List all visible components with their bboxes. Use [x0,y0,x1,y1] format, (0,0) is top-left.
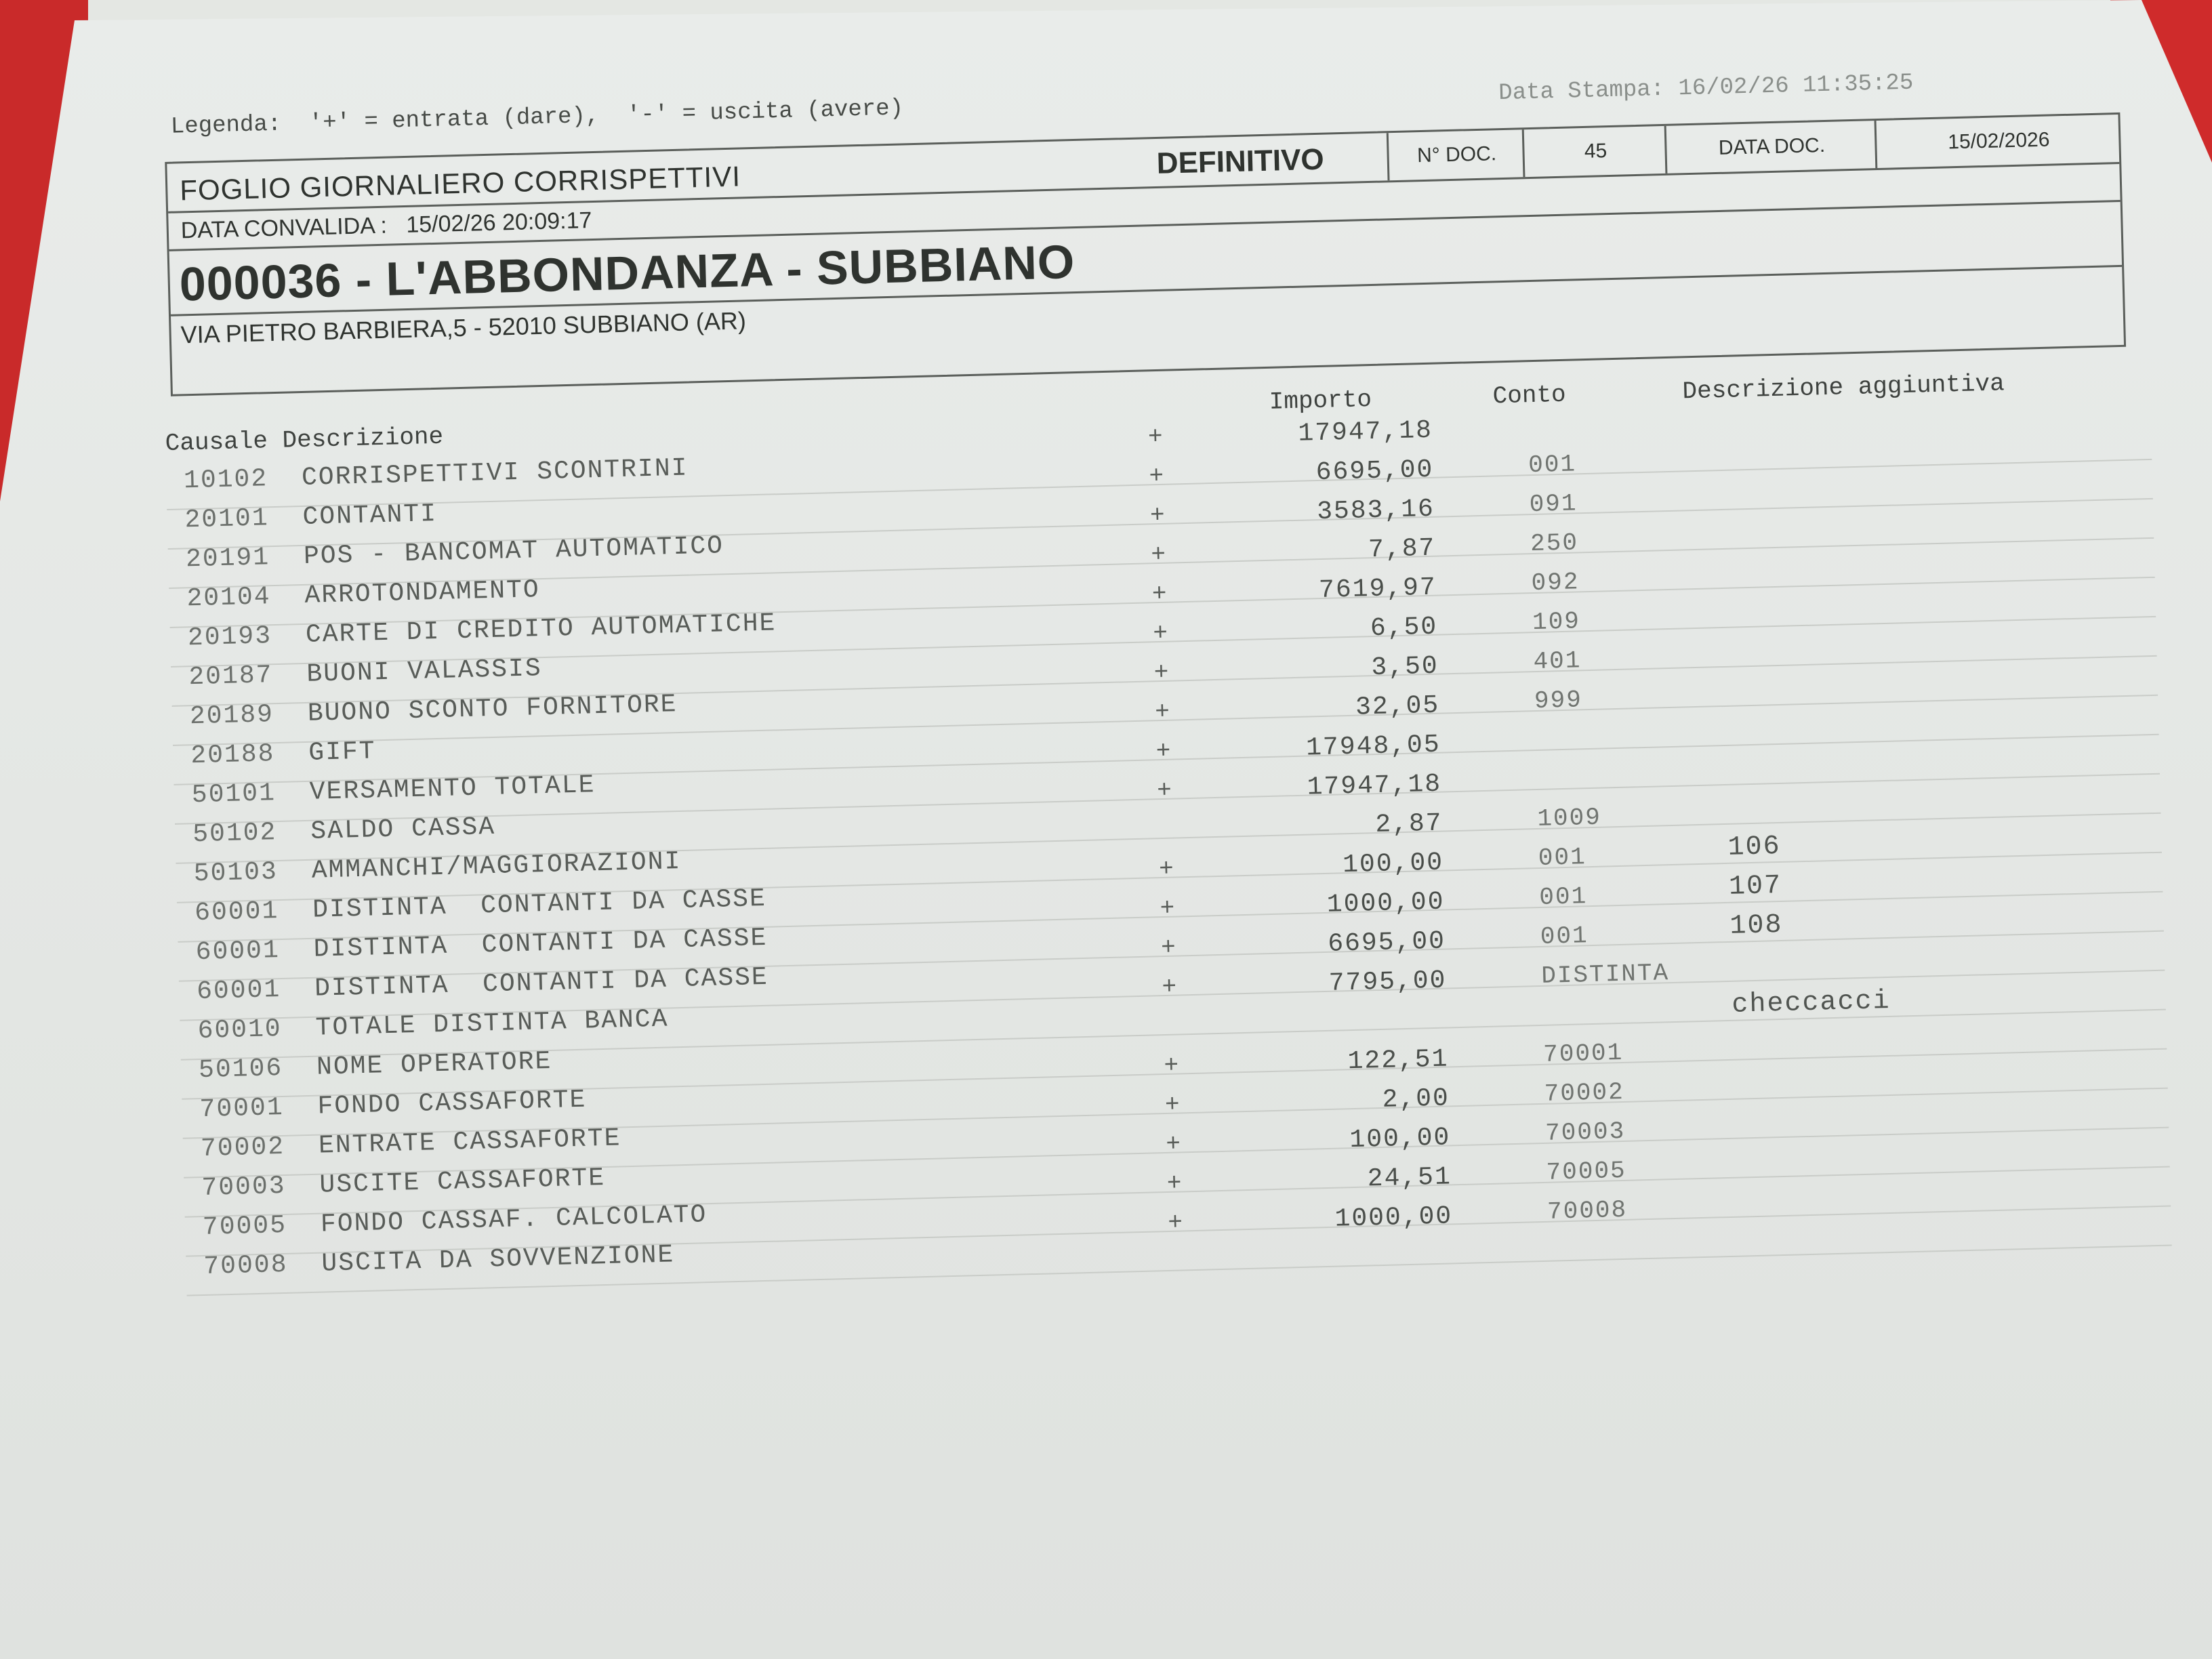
doc-number-label: N° DOC. [1387,129,1525,180]
row-description: USCITA DA SOVVENZIONE [321,1240,675,1279]
row-account: 70003 [1544,1117,1626,1147]
column-importo: Importo [1269,386,1372,416]
row-code: 60010 [197,1014,283,1046]
row-description: NOME OPERATORE [316,1046,552,1082]
row-sign: + [1166,1169,1184,1198]
row-description: VERSAMENTO TOTALE [309,771,596,807]
row-amount: 17947,18 [1297,415,1433,449]
column-conto: Conto [1492,380,1567,411]
row-sign: + [1160,933,1178,962]
row-amount: 122,51 [1347,1044,1449,1077]
row-code: 70003 [201,1171,287,1204]
row-description: CONTANTI [302,499,438,532]
row-sign: + [1155,737,1172,766]
row-amount: 32,05 [1355,691,1440,722]
row-sign: + [1152,619,1170,648]
row-amount: 2,87 [1374,808,1443,840]
row-description: AMMANCHI/MAGGIORAZIONI [311,847,682,886]
row-account: 250 [1530,529,1579,558]
row-sign: + [1154,697,1172,726]
validation-date: 15/02/26 20:09:17 [405,207,592,238]
row-sign: + [1160,894,1176,923]
row-amount: 17947,18 [1307,769,1442,802]
row-description: GIFT [308,737,377,768]
printed-report [136,24,2175,1429]
row-description: USCITE CASSAFORTE [319,1163,606,1200]
row-code: 60001 [195,936,281,968]
row-amount: 6695,00 [1315,455,1434,488]
row-description: TOTALE DISTINTA BANCA [315,1004,669,1043]
row-account: 70001 [1542,1038,1624,1069]
row-description: FONDO CASSAFORTE [317,1085,587,1122]
store-address: VIA PIETRO BARBIERA,5 - 52010 SUBBIANO (AR) [180,306,747,349]
row-description: DISTINTA CONTANTI DA CASSE [313,923,768,964]
row-description: CARTE DI CREDITO AUTOMATICHE [305,609,777,650]
row-code: 20189 [189,700,274,732]
row-account: 091 [1529,489,1578,519]
report-header [165,112,2126,396]
row-description: ENTRATE CASSAFORTE [318,1124,621,1161]
row-sign: + [1162,972,1179,1002]
row-amount: 24,51 [1367,1162,1452,1194]
row-sign: + [1153,658,1170,687]
row-sign: + [1164,1090,1182,1120]
row-description: SALDO CASSA [310,812,496,846]
row-amount: 3583,16 [1316,494,1435,527]
row-amount: 100,00 [1349,1123,1451,1155]
row-account: 70002 [1544,1078,1625,1108]
row-amount: 2,00 [1382,1084,1450,1115]
row-amount: 7795,00 [1328,966,1447,998]
row-account: 70005 [1546,1156,1627,1187]
row-sign: + [1165,1130,1183,1159]
row-amount: 1000,00 [1334,1202,1453,1234]
row-description: FONDO CASSAF. CALCOLATO [320,1200,708,1240]
report-title: FOGLIO GIORNALIERO CORRISPETTIVI [179,160,741,207]
doc-date-label: DATA DOC. [1664,121,1878,173]
row-sign: + [1149,501,1167,530]
row-extra: 107 [1728,870,1782,903]
row-code: 20193 [187,621,272,653]
doc-date: 15/02/2026 [1875,115,2122,168]
row-code: 20104 [186,582,272,614]
row-code: 20101 [184,504,270,535]
row-description: POS - BANCOMAT AUTOMATICO [303,531,724,571]
row-sign: + [1167,1208,1185,1237]
row-account: 109 [1532,607,1581,637]
row-account: 70008 [1547,1195,1628,1226]
row-code: 70005 [202,1210,287,1243]
row-account: 001 [1538,843,1587,872]
row-account: 999 [1534,686,1583,716]
print-date: Data Stampa: 16/02/26 11:35:25 [1498,70,1914,107]
report-status: DEFINITIVO [1156,142,1325,180]
row-sign: + [1156,776,1174,805]
row-description: DISTINTA CONTANTI DA CASSE [314,962,769,1004]
row-code: 50101 [191,779,276,811]
row-code: 50106 [198,1053,283,1086]
row-amount: 100,00 [1342,848,1444,880]
column-descrizione-aggiuntiva: Descrizione aggiuntiva [1682,369,2005,406]
row-sign: + [1147,422,1165,451]
validation-label: DATA CONVALIDA : [180,212,388,244]
row-sign: + [1158,855,1176,884]
row-code: 60001 [194,897,279,928]
row-code: 20187 [188,661,274,693]
row-account: 001 [1540,922,1589,951]
row-description: DISTINTA CONTANTI DA CASSE [312,884,767,925]
row-sign: + [1151,579,1169,609]
row-extra: checcacci [1731,985,1891,1021]
row-account: 001 [1528,450,1577,480]
row-amount: 1000,00 [1326,887,1446,920]
store-name: 000036 - L'ABBONDANZA - SUBBIANO [178,235,1076,311]
row-description: BUONI VALASSIS [306,654,543,689]
row-amount: 17948,05 [1305,730,1441,763]
entries-list [146,415,2151,1282]
row-code: 20188 [190,739,275,771]
row-code: 20191 [185,543,270,575]
row-amount: 7,87 [1368,533,1436,565]
row-amount: 6695,00 [1327,926,1446,959]
row-code: 70002 [200,1132,285,1164]
row-description: ARROTONDAMENTO [304,575,541,611]
column-causale-descrizione: Causale Descrizione [165,422,444,458]
row-code: 60001 [196,975,281,1007]
row-sign: + [1163,1051,1181,1080]
row-code: 70008 [203,1250,289,1282]
row-code: 70001 [199,1092,285,1125]
legend-text: Legenda: '+' = entrata (dare), '-' = uscita (avere) [170,96,904,140]
row-extra: 108 [1729,909,1784,942]
row-sign: + [1150,540,1168,569]
row-description: CORRISPETTIVI SCONTRINI [301,453,689,493]
row-account: DISTINTA [1540,959,1670,990]
row-amount: 3,50 [1370,651,1439,683]
row-amount: 6,50 [1370,612,1438,644]
row-sign: + [1148,462,1166,491]
doc-number: 45 [1522,126,1668,177]
row-account: 401 [1533,647,1582,676]
row-extra: 106 [1727,831,1782,863]
row-code: 10102 [183,464,268,496]
row-account: 001 [1538,882,1588,912]
row-account: 092 [1531,568,1580,598]
row-code: 50102 [192,818,277,850]
row-description: BUONO SCONTO FORNITORE [307,690,678,729]
row-code: 50103 [193,857,279,889]
row-account: 1009 [1536,803,1602,834]
row-amount: 7619,97 [1318,573,1437,606]
